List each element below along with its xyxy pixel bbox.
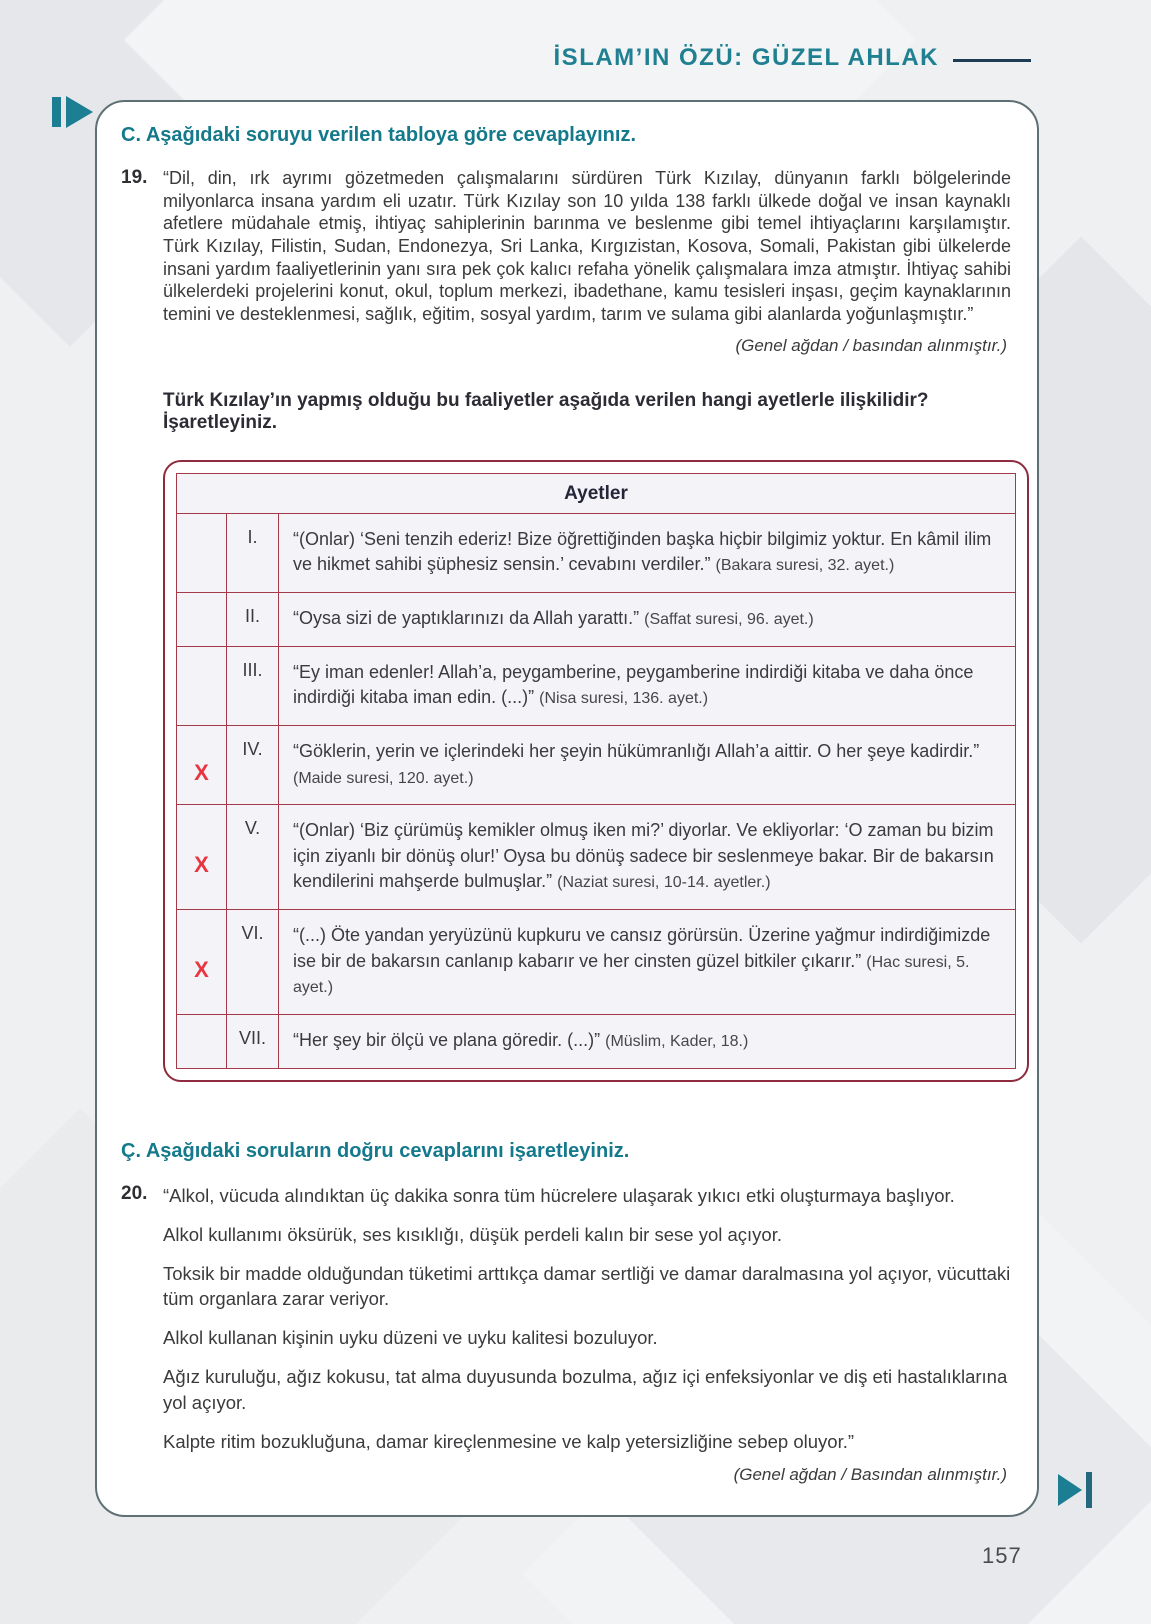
statement: Alkol kullanımı öksürük, ses kısıklığı, düşük perdeli kalın bir sese yol açıyor. — [163, 1223, 782, 1245]
ayah-source: (Naziat suresi, 10-14. ayetler.) — [557, 874, 771, 892]
section-marker-icon — [52, 96, 93, 128]
table-row — [177, 593, 1015, 647]
statement: Toksik bir madde olduğundan tüketimi arttıkça damar sertliği ve damar daralmasına yol açıyor, vücuttaki tüm organlara zarar veriyor. — [163, 1262, 1011, 1310]
statement: Ağız kuruluğu, ağız kokusu, tat alma duyusunda bozulma, ağız içi enfeksiyonlar ve diş eti hastalıklarına yol açıyor. — [163, 1366, 1008, 1414]
ayetler-table-inner — [176, 473, 1016, 1069]
question-19-citation: (Genel ağdan / basından alınmıştır.) — [735, 335, 1007, 355]
marker-bar-icon — [52, 97, 61, 127]
table-row — [177, 726, 1015, 805]
row-numeral: VI. — [227, 910, 279, 1014]
play-right-icon — [1058, 1474, 1082, 1506]
ayetler-table — [163, 460, 1029, 1082]
table-row — [177, 514, 1015, 593]
ayah-text: “(...) Öte yandan yeryüzünü kupkuru ve cansız görürsün. Üzerine yağmur indirdiğimizde ise bir de bakarsın canlanıp kabarır ve her cinsten güzel bitkiler çıkarır.” — [293, 925, 991, 971]
row-numeral: IV. — [227, 726, 279, 804]
question-20-number: 20. — [121, 1182, 148, 1204]
page-number: 157 — [982, 1543, 1022, 1568]
answer-mark-cell — [177, 910, 227, 1014]
ayetler-table-body — [177, 514, 1015, 1068]
ayah-text: “Göklerin, yerin ve içlerindeki her şeyin hükümranlığı Allah’a aittir. O her şeye kadirdir.” — [293, 740, 980, 761]
marker-bar-icon — [1086, 1472, 1092, 1508]
ayah-text-cell — [279, 647, 1015, 725]
play-right-icon — [66, 96, 93, 128]
ayah-text-cell — [279, 805, 1015, 909]
table-row — [177, 805, 1015, 910]
answer-mark-cell — [177, 1015, 227, 1068]
chapter-title: İSLAM’IN ÖZÜ: GÜZEL AHLAK — [553, 44, 939, 71]
ayah-text: “(Onlar) ‘Biz çürümüş kemikler olmuş iken mi?’ diyorlar. Ve ekliyorlar: ‘O zaman bu bizim için ziyanlı bir dönüş olur!’ Oysa bu dönüş sadece bir seslenmeye bakar. Bir de bakarsın kendilerini mahşerde bulmuşlar.” — [293, 820, 994, 892]
ayah-source: (Saffat suresi, 96. ayet.) — [644, 610, 814, 628]
section-c-heading: C. Aşağıdaki soruyu verilen tabloya göre cevaplayınız. — [121, 124, 636, 146]
header-rule — [953, 59, 1031, 62]
table-row — [177, 910, 1015, 1015]
row-numeral: I. — [227, 514, 279, 592]
question-20-citation: (Genel ağdan / Basından alınmıştır.) — [733, 1464, 1007, 1484]
ayah-source: (Maide suresi, 120. ayet.) — [293, 769, 474, 787]
answer-mark-cell — [177, 726, 227, 804]
row-numeral: III. — [227, 647, 279, 725]
question-19-text: “Dil, din, ırk ayrımı gözetmeden çalışmalarını sürdüren Türk Kızılay, dünyanın farklı bölgelerinde milyonlarca insana yardım eli uzatır. Türk Kızılay son 10 yılda 138 farklı ülkede doğal ve insan kaynaklı afetlere müdahale etmiş, ihtiyaç sahiplerinin barınma ve beslenme gibi temel ihtiyaçlarını karşılamıştır. Türk Kızılay, Filistin, Sudan, Endonezya, Sri Lanka, Kırgızistan, Kosova, Somali, Pakistan gibi ülkelerde insani yardım faaliyetlerinin yanı sıra pek çok kalıcı refaha yönelik çalışmalara imza atmıştır. İhtiyaç sahibi ülkelerdeki projelerini konut, okul, toplum merkezi, ibadethane, kamu tesisleri inşası, geçim kaynaklarının temini ve desteklenmesi, sağlık, eğitim, sosyal yardım, tarım ve sulama gibi alanlarda yoğunlaşmıştır.” — [163, 168, 1011, 325]
x-mark: X — [194, 760, 209, 786]
row-numeral: V. — [227, 805, 279, 909]
ayah-text-cell — [279, 1015, 1015, 1068]
ayah-text: “Her şey bir ölçü ve plana göredir. (...)” — [293, 1030, 606, 1051]
ayah-source: (Müslim, Kader, 18.) — [605, 1033, 749, 1051]
question-20-statements — [163, 1183, 1011, 1455]
ayah-text: “Oysa sizi de yaptıklarınızı da Allah yarattı.” — [293, 607, 645, 628]
ayah-text-cell — [279, 726, 1015, 804]
ayetler-table-header: Ayetler — [177, 474, 1015, 514]
x-mark: X — [194, 957, 209, 983]
answer-mark-cell — [177, 514, 227, 592]
ayah-text-cell — [279, 593, 1015, 646]
page-header — [554, 44, 1031, 72]
ayah-text-cell — [279, 514, 1015, 592]
section-cedilla-heading: Ç. Aşağıdaki soruların doğru cevaplarını işaretleyiniz. — [121, 1139, 630, 1162]
statement: Alkol kullanan kişinin uyku düzeni ve uyku kalitesi bozuluyor. — [163, 1327, 658, 1349]
question-19 — [121, 167, 1011, 326]
table-prompt: Türk Kızılay’ın yapmış olduğu bu faaliyetler aşağıda verilen hangi ayetlerle ilişkilidir? İşaretleyiniz. — [163, 389, 929, 433]
ayah-source: (Hac suresi, 5. ayet.) — [293, 953, 970, 997]
answer-mark-cell — [177, 647, 227, 725]
ayah-text: “Ey iman edenler! Allah’a, peygamberine, peygamberine indirdiği kitaba ve daha önce indirdiği kitaba iman edin. (...)” — [293, 661, 974, 708]
table-row — [177, 647, 1015, 726]
ayah-source: (Bakara suresi, 32. ayet.) — [715, 557, 895, 575]
question-20 — [121, 1183, 1011, 1455]
x-mark: X — [194, 852, 209, 878]
answer-mark-cell — [177, 593, 227, 646]
ayah-text: “(Onlar) ‘Seni tenzih ederiz! Bize öğrettiğinden başka hiçbir bilgimiz yoktur. En kâmil ilim ve hikmet sahibi şüphesiz sensin.’ cevabını verdiler.” — [293, 528, 992, 575]
section-end-marker-icon — [1058, 1472, 1092, 1508]
ayah-source: (Nisa suresi, 136. ayet.) — [539, 690, 709, 708]
content-panel — [95, 100, 1039, 1517]
statement: Kalpte ritim bozukluğuna, damar kireçlenmesine ve kalp yetersizliğine sebep oluyor.” — [163, 1430, 855, 1452]
ayah-text-cell — [279, 910, 1015, 1014]
row-numeral: VII. — [227, 1015, 279, 1068]
question-19-number: 19. — [121, 167, 148, 188]
table-row — [177, 1015, 1015, 1068]
row-numeral: II. — [227, 593, 279, 646]
statement: “Alkol, vücuda alındıktan üç dakika sonra tüm hücrelere ulaşarak yıkıcı etki oluşturmaya başlıyor. — [163, 1184, 955, 1206]
answer-mark-cell — [177, 805, 227, 909]
